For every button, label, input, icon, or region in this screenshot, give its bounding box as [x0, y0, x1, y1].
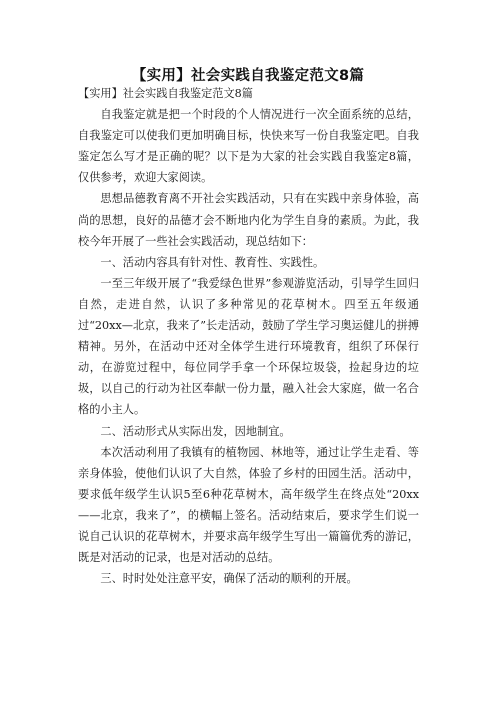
document-subtitle: 【实用】社会实践自我鉴定范文8篇: [78, 87, 253, 100]
paragraph-intro: 自我鉴定就是把一个时段的个人情况进行一次全面系统的总结，自我鉴定可以使我们更加明确目标，快快来写一份自我鉴定吧。自我鉴定怎么写才是正确的呢？以下是为大家的社会实践自我鉴定8篇，仅供参考，欢迎大家阅读。: [78, 108, 419, 185]
section-heading-3: 三、时时处处注意平安，确保了活动的顺利的开展。: [100, 572, 358, 586]
paragraph-section-2: 本次活动利用了我镇有的植物园、林地等，通过让学生走看、等亲身体验，使他们认识了大自然，体验了乡村的田园生活。活动中，要求低年级学生认识5至6种花草树木，高年级学生在终点处“20xx——北京，我来了”，的横幅上签名。活动结束后，要求学生们说一说自己认识的花草树木，并要求高年级学生写出一篇篇优秀的游记，既是对活动的记录，也是对活动的总结。: [78, 445, 419, 565]
paragraph-overview: 思想品德教育离不开社会实践活动，只有在实践中亲身体验，高尚的思想，良好的品德才会不断地内化为学生自身的素质。为此，我校今年开展了一些社会实践活动，现总结如下：: [78, 192, 419, 248]
paragraph-section-1: 一至三年级开展了“我爱绿色世界”参观游览活动，引导学生回归自然，走进自然，认识了多种常见的花草树木。四至五年级通过“20xx—北京，我来了”长走活动，鼓励了学生学习奥运健儿的拼搏精神。另外，在活动中还对全体学生进行环境教育，组织了环保行动，在游览过程中，每位同学手拿一个环保垃圾袋，捡起身边的垃圾，以自己的行动为社区奉献一份力量，融入社会大家庭，做一名合格的小主人。: [78, 276, 419, 417]
document-title: 【实用】社会实践自我鉴定范文8篇: [131, 68, 365, 84]
section-heading-2: 二、活动形式从实际出发，因地制宜。: [100, 424, 291, 438]
document-body: [78, 83, 419, 589]
section-heading-1: 一、活动内容具有针对性、教育性、实践性。: [100, 255, 325, 269]
